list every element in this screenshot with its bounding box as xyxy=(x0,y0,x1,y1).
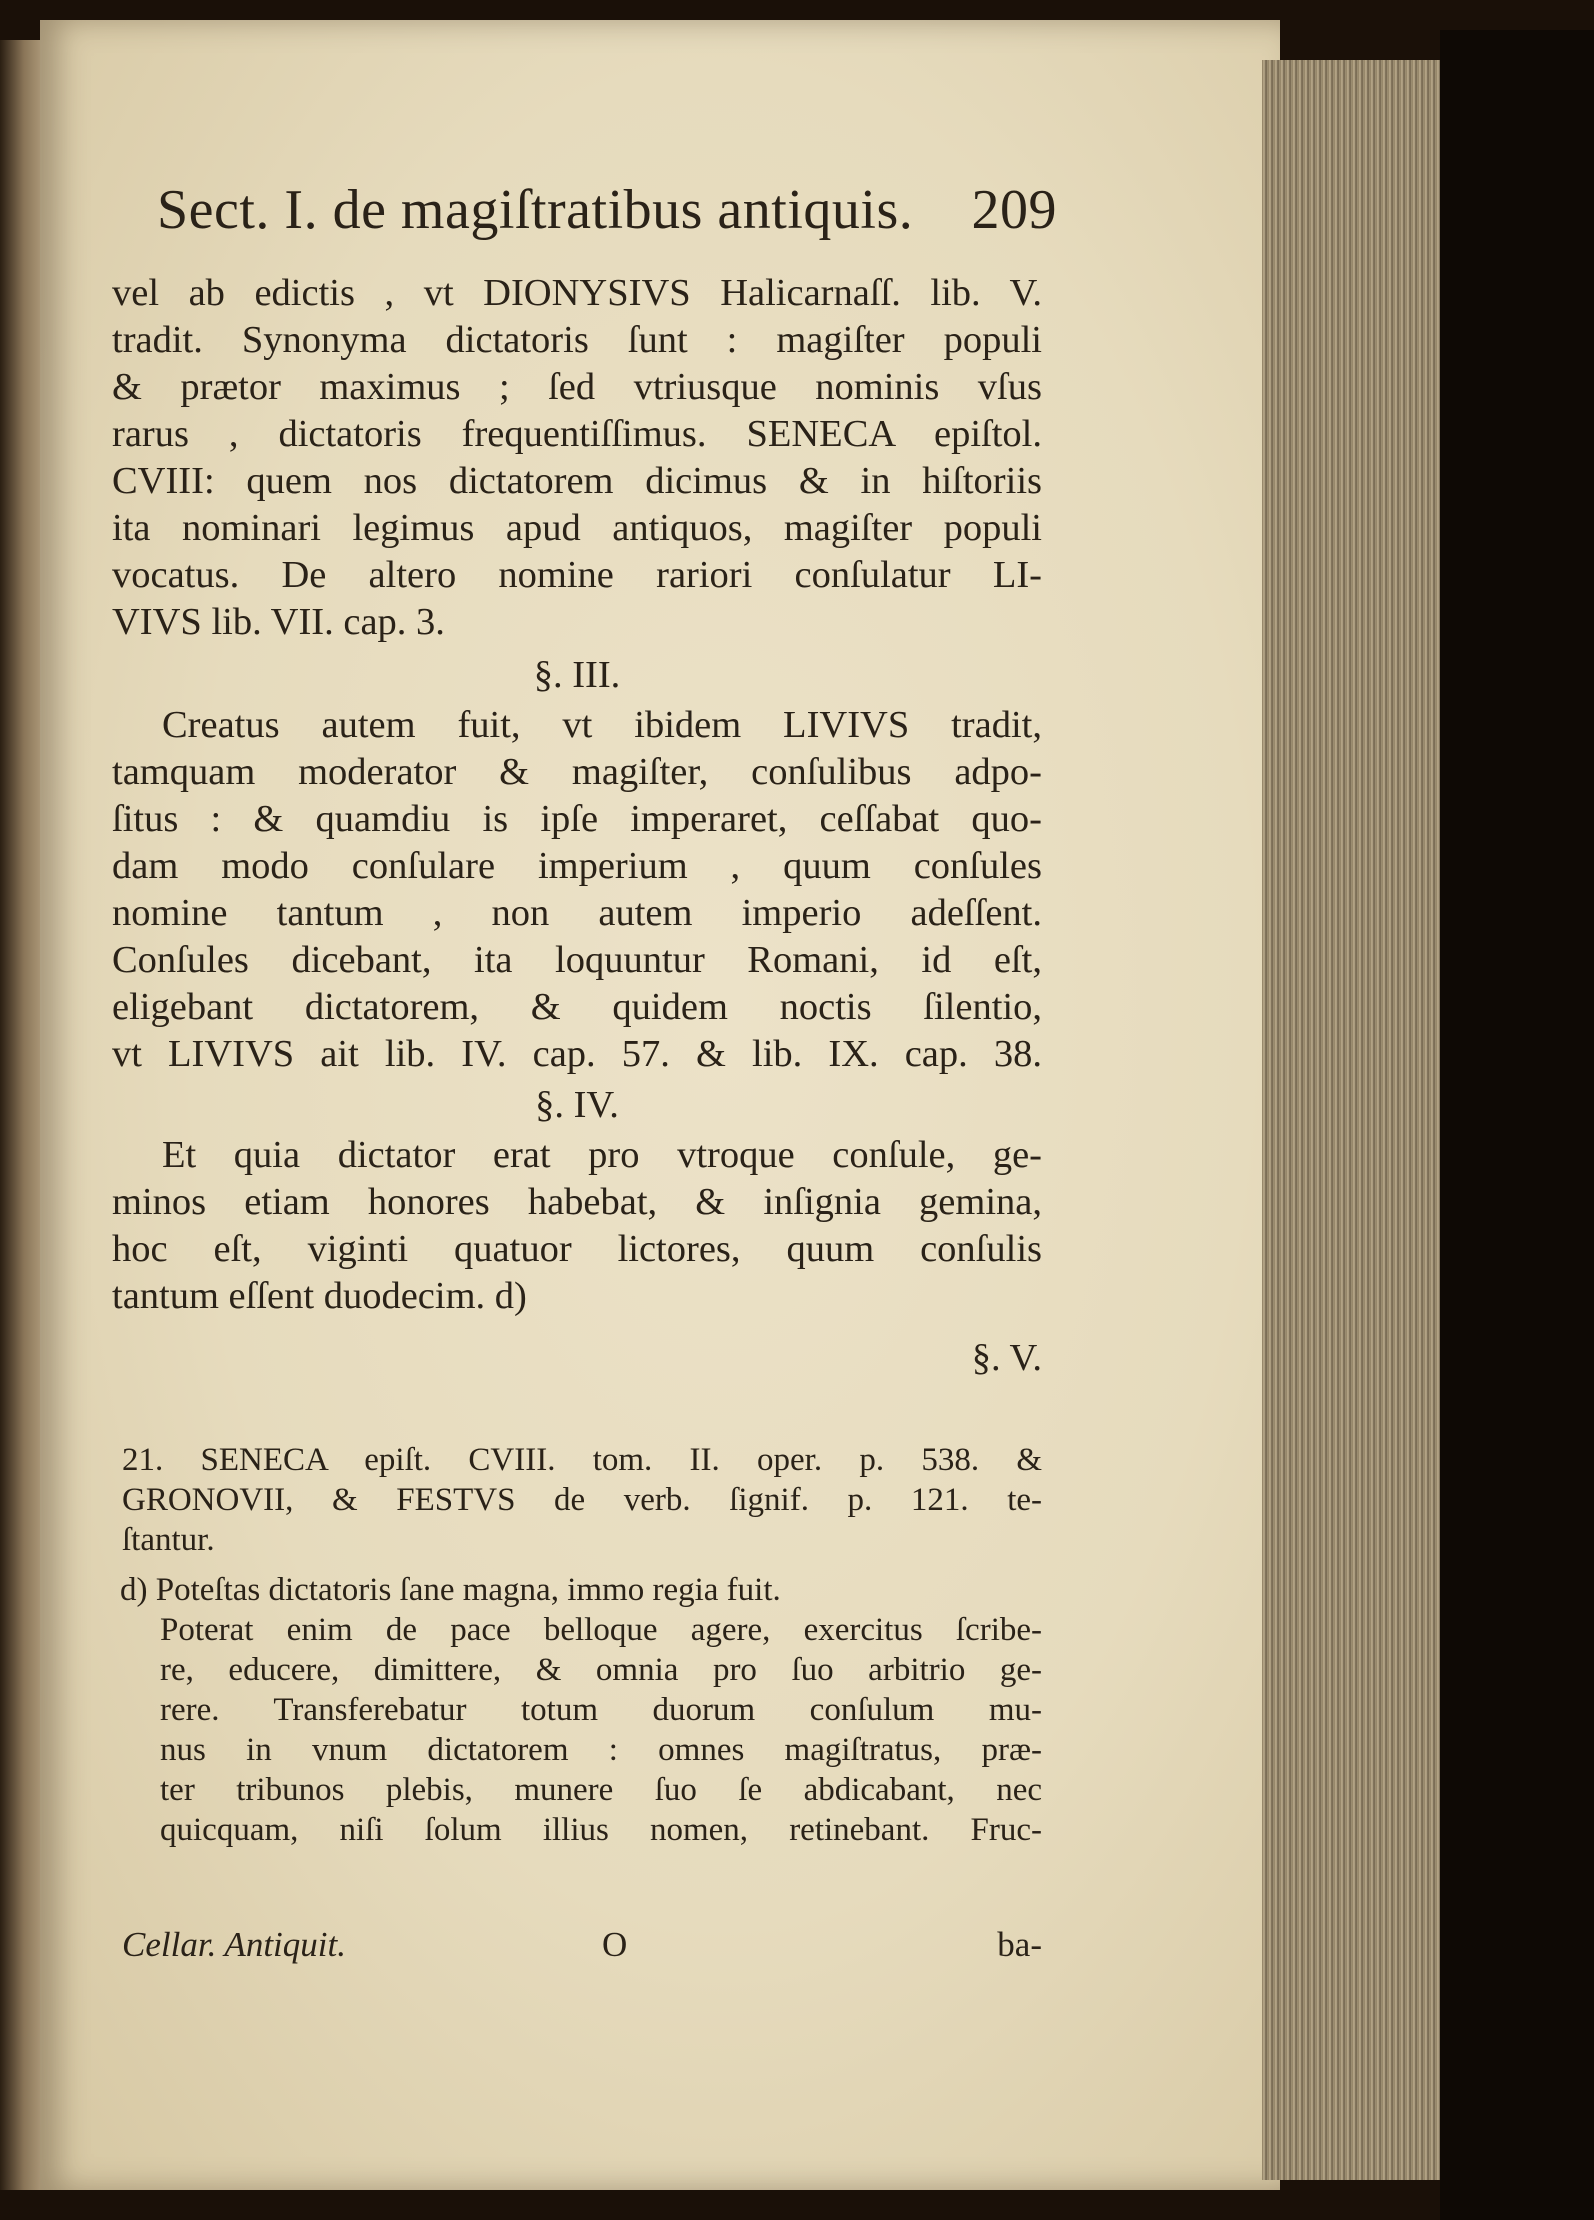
running-header xyxy=(157,178,1057,242)
footnote-line: ter tribunos plebis, munere ſuo ſe abdicabant, nec xyxy=(160,1772,1042,1808)
page-number: 209 xyxy=(971,179,1057,241)
footnote-line: nus in vnum dictatorem : omnes magiſtratus, præ- xyxy=(160,1732,1042,1768)
text-line: minos etiam honores habebat, & inſignia gemina, xyxy=(112,1181,1042,1223)
text-line: ita nominari legimus apud antiquos, magiſter populi xyxy=(112,507,1042,549)
text-line: dam modo conſulare imperium , quum conſules xyxy=(112,845,1042,887)
footnote-line: rere. Transferebatur totum duorum conſulum mu- xyxy=(160,1692,1042,1728)
text-line: Et quia dictator erat pro vtroque conſule, ge- xyxy=(162,1134,1042,1176)
text-line: ſitus : & quamdiu is ipſe imperaret, ceſſabat quo- xyxy=(112,798,1042,840)
footnote-line: 21. SENECA epiſt. CVIII. tom. II. oper. p. 538. & xyxy=(122,1442,1042,1478)
text-line: vocatus. De altero nomine rariori conſulatur LI- xyxy=(112,554,1042,596)
section-heading-iii: §. III. xyxy=(533,654,621,696)
footnote-line: d) Poteſtas dictatoris ſane magna, immo regia fuit. xyxy=(120,1572,781,1608)
text-line: eligebant dictatorem, & quidem noctis ſilentio, xyxy=(112,986,1042,1028)
catchword-section: §. V. xyxy=(971,1337,1042,1379)
text-line: CVIII: quem nos dictatorem dicimus & in hiſtoriis xyxy=(112,460,1042,502)
text-line: tradit. Synonyma dictatoris ſunt : magiſter populi xyxy=(112,319,1042,361)
footer-running-title: Cellar. Antiquit. xyxy=(122,1925,346,1964)
text-line: tantum eſſent duodecim. d) xyxy=(112,1275,527,1317)
footnote-line: ſtantur. xyxy=(122,1522,215,1558)
section-heading-iv: §. IV. xyxy=(535,1084,619,1126)
text-line: vt LIVIVS ait lib. IV. cap. 57. & lib. IX. cap. 38. xyxy=(112,1033,1042,1075)
footer-catchword: ba- xyxy=(997,1925,1042,1964)
text-line: VIVS lib. VII. cap. 3. xyxy=(112,601,445,643)
text-line: Creatus autem fuit, vt ibidem LIVIVS tradit, xyxy=(162,704,1042,746)
text-line: hoc eſt, viginti quatuor lictores, quum conſulis xyxy=(112,1228,1042,1270)
footer-signature: O xyxy=(602,1925,628,1964)
book-cover xyxy=(1440,30,1594,2220)
page-block-edge xyxy=(1262,60,1448,2180)
footnote-line: re, educere, dimittere, & omnia pro ſuo arbitrio ge- xyxy=(160,1652,1042,1688)
footnote-line: quicquam, niſi ſolum illius nomen, retinebant. Fruc- xyxy=(160,1812,1042,1848)
header-title: Sect. I. de magiſtratibus antiquis. xyxy=(157,179,914,241)
text-line: vel ab edictis , vt DIONYSIVS Halicarnaſſ. lib. V. xyxy=(112,272,1042,314)
footnote-line: GRONOVII, & FESTVS de verb. ſignif. p. 121. te- xyxy=(122,1482,1042,1518)
footnote-line: Poterat enim de pace belloque agere, exercitus ſcribe- xyxy=(160,1612,1042,1648)
text-line: nomine tantum , non autem imperio adeſſent. xyxy=(112,892,1042,934)
text-line: rarus , dictatoris frequentiſſimus. SENECA epiſtol. xyxy=(112,413,1042,455)
text-line: & prætor maximus ; ſed vtriusque nominis vſus xyxy=(112,366,1042,408)
text-line: tamquam moderator & magiſter, conſulibus adpo- xyxy=(112,751,1042,793)
text-line: Conſules dicebant, ita loquuntur Romani, id eſt, xyxy=(112,939,1042,981)
